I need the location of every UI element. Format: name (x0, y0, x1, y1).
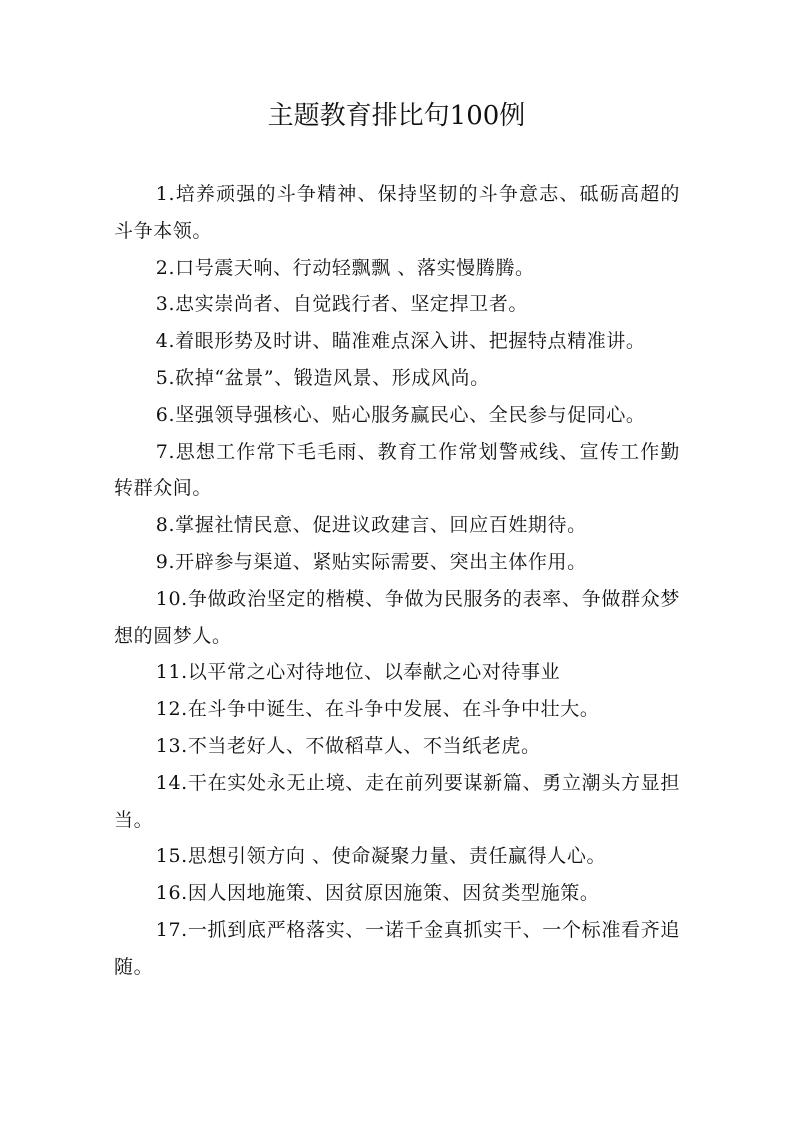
list-item: 13.不当老好人、不做稻草人、不当纸老虎。 (155, 734, 541, 757)
list-item: 17.一抓到底严格落实、一诺千金真抓实干、一个标准看齐追随。 (114, 918, 680, 978)
document-body (114, 176, 680, 986)
list-item: 1.培养顽强的斗争精神、保持坚韧的斗争意志、砥砺高超的斗争本领。 (114, 183, 680, 242)
list-item: 15.思想引领方向 、使命凝聚力量、责任赢得人心。 (155, 845, 607, 868)
list-item: 7.思想工作常下毛毛雨、教育工作常划警戒线、宣传工作勤转群众间。 (114, 440, 680, 500)
document-title: 主题教育排比句100例 (267, 101, 526, 131)
list-item: 3.忠实崇尚者、自觉践行者、坚定捍卫者。 (155, 293, 528, 316)
list-item: 2.口号震天响、行动轻飘飘 、落实慢腾腾。 (155, 256, 535, 279)
list-item: 9.开辟参与渠道、紧贴实际需要、突出主体作用。 (155, 550, 587, 573)
list-item: 16.因人因地施策、因贫原因施策、因贫类型施策。 (155, 882, 600, 905)
list-item: 14.干在实处永无止境、走在前列要谋新篇、勇立潮头方显担当。 (114, 771, 680, 831)
list-item: 10.争做政治坚定的楷模、争做为民服务的表率、争做群众梦想的圆梦人。 (114, 587, 680, 647)
list-item: 6.坚强领导强核心、贴心服务赢民心、全民参与促同心。 (155, 403, 646, 426)
list-item: 5.砍掉“盆景”、锻造风景、形成风尚。 (155, 366, 490, 389)
list-item: 11.以平常之心对待地位、以奉献之心对待事业 (155, 661, 561, 684)
list-item: 12.在斗争中诞生、在斗争中发展、在斗争中壮大。 (155, 698, 600, 721)
list-item: 4.着眼形势及时讲、瞄准难点深入讲、把握特点精准讲。 (155, 330, 646, 353)
list-item: 8.掌握社情民意、促进议政建言、回应百姓期待。 (155, 514, 587, 537)
